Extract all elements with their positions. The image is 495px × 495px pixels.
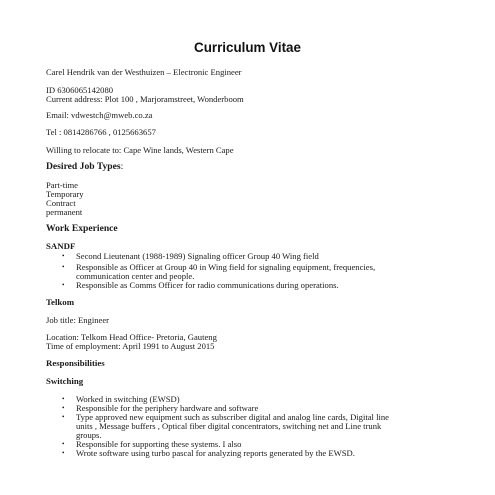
- id-line: ID 6306065142080: [46, 85, 114, 95]
- switching-bullet: Responsible for the periphery hardware and software: [76, 403, 259, 413]
- bullet-icon: •: [62, 252, 65, 260]
- email-line: Email: vdwestch@mweb.co.za: [46, 110, 153, 120]
- telkom-heading: Telkom: [46, 297, 75, 307]
- bullet-icon: •: [62, 440, 65, 448]
- sandf-heading: SANDF: [46, 241, 76, 251]
- bullet-icon: •: [62, 263, 65, 271]
- bullet-icon: •: [62, 395, 65, 403]
- page-title: Curriculum Vitae: [194, 40, 301, 55]
- sandf-bullet: Responsible as Officer at Group 40 in Wing field for signaling equipment, frequencies,: [76, 262, 376, 272]
- responsibilities-heading: Responsibilities: [46, 358, 105, 368]
- sandf-bullet: Second Lieutenant (1988-1989) Signaling officer Group 40 Wing field: [76, 251, 319, 261]
- job-types-heading: [46, 162, 123, 172]
- bullet-icon: •: [62, 281, 65, 289]
- telkom-location: Location: Telkom Head Office- Pretoria, Gauteng: [46, 332, 217, 342]
- bullet-icon: •: [62, 404, 65, 412]
- telkom-job-title: Job title: Engineer: [46, 315, 110, 325]
- bullet-icon: •: [62, 449, 65, 457]
- switching-heading: Switching: [46, 376, 84, 386]
- job-types-colon: :: [120, 161, 124, 172]
- job-type-item: Temporary: [46, 189, 84, 199]
- relocate-line: Willing to relocate to: Cape Wine lands, Western Cape: [46, 145, 234, 155]
- switching-bullet-cont: units , Message buffers , Optical fiber digital concentrators, switching net and Line trunk: [76, 421, 382, 431]
- job-type-item: Contract: [46, 198, 76, 208]
- switching-bullet: Type approved new equipment such as subscriber digital and analog line cards, Digital line: [76, 412, 389, 422]
- switching-bullet-cont: groups.: [76, 430, 102, 440]
- switching-bullet: Responsible for supporting these systems. I also: [76, 439, 242, 449]
- address-line: Current address: Plot 100 , Marjoramstreet, Wonderboom: [46, 94, 244, 104]
- work-experience-heading: Work Experience: [46, 223, 118, 234]
- bullet-icon: •: [62, 413, 65, 421]
- job-type-item: Part-time: [46, 180, 78, 190]
- name-line: Carel Hendrik van der Westhuizen – Electronic Engineer: [46, 67, 242, 77]
- telkom-time: Time of employment: April 1991 to August 2015: [46, 341, 215, 351]
- job-types-heading-text: Desired Job Types: [46, 161, 121, 172]
- sandf-bullet-cont: communication center and people.: [76, 271, 195, 281]
- tel-line: Tel : 0814286766 , 0125663657: [46, 127, 156, 137]
- job-type-item: permanent: [46, 207, 83, 217]
- sandf-bullet: Responsible as Comms Officer for radio communications during operations.: [76, 280, 339, 290]
- switching-bullet: Wrote software using turbo pascal for analyzing reports generated by the EWSD.: [76, 448, 355, 458]
- switching-bullet: Worked in switching (EWSD): [76, 394, 180, 404]
